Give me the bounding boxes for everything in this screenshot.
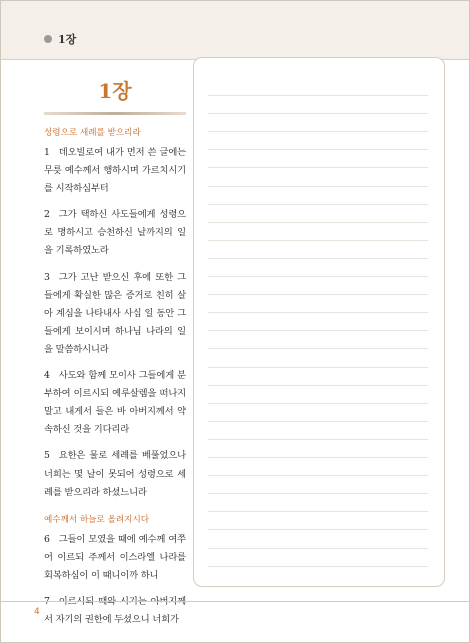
ruled-line bbox=[208, 330, 428, 331]
section-heading: 성령으로 세례를 받으리라 bbox=[44, 128, 141, 138]
ruled-line bbox=[208, 566, 428, 567]
ruled-line bbox=[208, 131, 428, 132]
chapter-tab bbox=[44, 31, 76, 47]
verse bbox=[44, 269, 186, 359]
verse-number: 5 bbox=[44, 450, 50, 462]
verse bbox=[44, 531, 186, 585]
section-1 bbox=[44, 126, 186, 502]
ruled-line bbox=[208, 222, 428, 223]
section-2 bbox=[44, 513, 186, 629]
verse-number: 2 bbox=[44, 209, 50, 221]
verse-text: 이르시되 때와 시기는 아버지께서 자기의 권한에 두셨으니 너희가 bbox=[44, 595, 186, 626]
note-page bbox=[193, 57, 445, 587]
verse bbox=[44, 447, 186, 501]
ruled-line bbox=[208, 167, 428, 168]
verse-number: 1 bbox=[44, 147, 50, 158]
verse bbox=[44, 593, 186, 629]
verse bbox=[44, 367, 186, 439]
chapter-tab-label: 1장 bbox=[58, 33, 77, 46]
ruled-line bbox=[208, 294, 428, 295]
ruled-line bbox=[208, 367, 428, 368]
verse-number: 4 bbox=[44, 370, 50, 382]
ruled-line bbox=[208, 149, 428, 150]
section-heading: 예수께서 하늘로 올려지시다 bbox=[44, 514, 150, 525]
ruled-line bbox=[208, 511, 428, 512]
ruled-line bbox=[208, 385, 428, 386]
ruled-line bbox=[208, 403, 428, 404]
title-divider bbox=[44, 112, 186, 115]
left-text-column bbox=[44, 78, 186, 637]
footer-divider bbox=[1, 601, 469, 602]
verse-text: 사도와 함께 모이사 그들에게 분부하여 이르시되 예루살렘을 떠나지 말고 내게서 들은 바 아버지께서 약속하신 것을 기다리라 bbox=[44, 370, 186, 436]
chapter-title: 1장 bbox=[98, 79, 132, 103]
verse-text: 데오빌로여 내가 먼저 쓴 글에는 무릇 예수께서 행하시며 가르치시기를 시작하심부터 bbox=[44, 147, 186, 195]
page-tab-connector bbox=[181, 45, 193, 59]
verse-number: 6 bbox=[44, 533, 50, 545]
ruled-line bbox=[208, 312, 428, 313]
ruled-line bbox=[208, 348, 428, 349]
verse-number: 7 bbox=[44, 595, 50, 607]
bullet-dot-icon bbox=[44, 35, 52, 43]
verse-text: 그가 고난 받으신 후에 또한 그들에게 확실한 많은 증거로 친히 살아 계심을 나타내사 사십 일 동안 그들에게 보이시며 하나님 나라의 일을 말씀하시니라 bbox=[44, 271, 186, 355]
ruled-line bbox=[208, 95, 428, 96]
page-number: 4 bbox=[34, 607, 40, 617]
ruled-line bbox=[208, 475, 428, 476]
verse bbox=[44, 144, 186, 198]
ruled-line bbox=[208, 493, 428, 494]
ruled-line bbox=[208, 421, 428, 422]
ruled-line bbox=[208, 240, 428, 241]
ruled-line bbox=[208, 276, 428, 277]
ruled-line bbox=[208, 113, 428, 114]
ruled-line bbox=[208, 548, 428, 549]
ruled-line bbox=[208, 204, 428, 205]
ruled-line bbox=[208, 186, 428, 187]
ruled-line bbox=[208, 439, 428, 440]
ruled-line bbox=[208, 258, 428, 259]
ruled-line bbox=[208, 529, 428, 530]
verse-text: 그가 택하신 사도들에게 성령으로 명하시고 승천하신 날까지의 일을 기록하였노라 bbox=[44, 209, 186, 257]
verse bbox=[44, 206, 186, 260]
verse-text: 그들이 모였을 때에 예수께 여쭈어 이르되 주께서 이스라엘 나라를 회복하심이 이 때니이까 하니 bbox=[44, 533, 186, 581]
ruled-line bbox=[208, 457, 428, 458]
verse-number: 3 bbox=[44, 271, 50, 283]
verse-text: 요한은 물로 세례를 베풀었으나 너희는 몇 날이 못되어 성령으로 세례를 받으리라 하셨느니라 bbox=[44, 450, 186, 498]
